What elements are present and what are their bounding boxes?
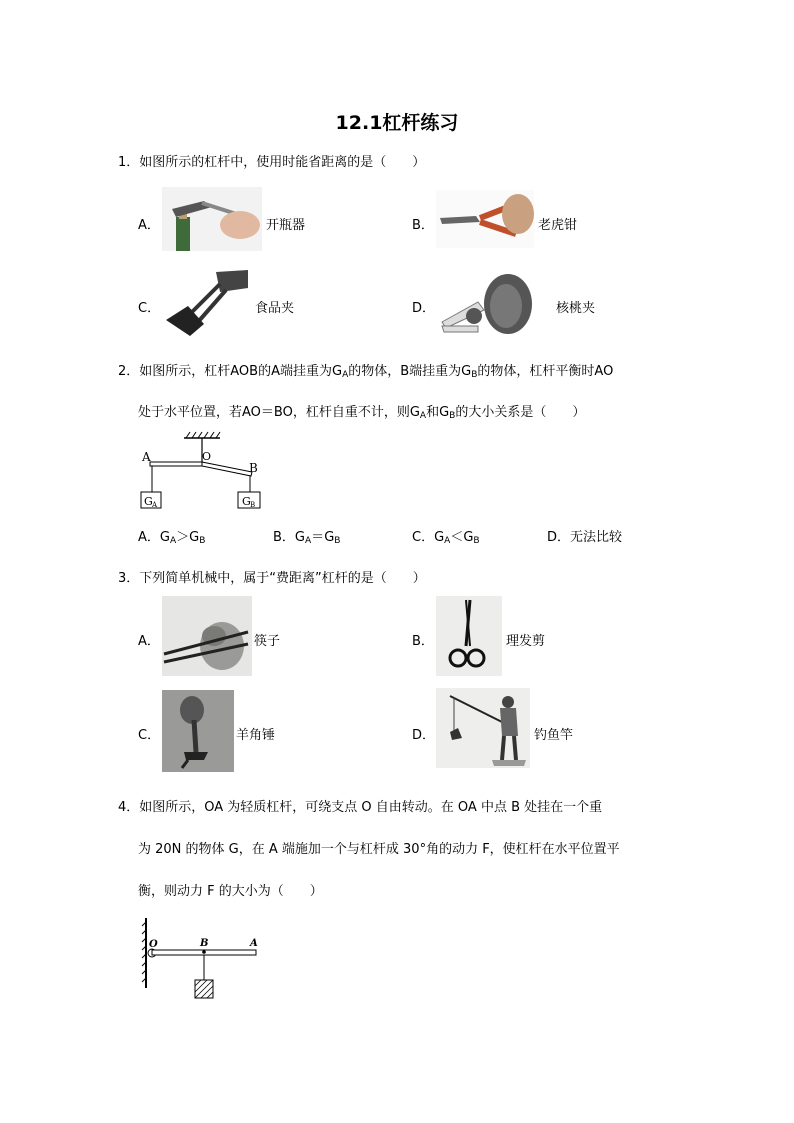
nutcracker-image (438, 266, 536, 338)
q3-stem: 3．下列简单机械中，属于“费距离”杠杆的是（ ） (118, 571, 426, 586)
q1-option-d-label: 核桃夹 (556, 301, 596, 316)
chopsticks-image (162, 596, 252, 676)
q4-line3: 衡，则动力 F 的大小为（ ） (138, 884, 323, 899)
q3-option-a-label: 筷子 (254, 634, 281, 649)
label-b: B (249, 461, 258, 475)
q3-option-d-label: 钓鱼竿 (534, 728, 574, 743)
q1-option-a-letter: A． (138, 218, 160, 233)
q2-option-b: B．$G_A=G_B$ (273, 530, 341, 546)
q2-line2: 处于水平位置，若AO＝BO，杠杆自重不计，则$G_A$和$G_B$的大小关系是（ ） (138, 405, 586, 421)
hair-scissors-image (436, 596, 502, 676)
q2-option-c: C．$G_A<G_B$ (412, 530, 480, 546)
q3-option-c-letter: C． (138, 728, 161, 743)
label-o: O (149, 939, 158, 950)
label-a: A (142, 450, 151, 464)
q1-option-c-letter: C． (138, 301, 161, 316)
q1-option-b-letter: B． (412, 218, 434, 233)
label-gb-sub: B (250, 501, 256, 509)
q1-option-d-letter: D． (412, 301, 436, 316)
q3-option-b-label: 理发剪 (506, 634, 546, 649)
label-a: A (250, 938, 258, 949)
label-ga-sub: A (152, 501, 158, 509)
label-b: B (200, 938, 209, 949)
q1-option-a-label: 开瓶器 (266, 218, 306, 233)
q3-option-d-letter: D． (412, 728, 436, 743)
q1-option-c-label: 食品夹 (255, 301, 295, 316)
q3-option-b-letter: B． (412, 634, 434, 649)
food-tongs-image (160, 266, 252, 340)
q2-line1: 2．如图所示，杠杆AOB的A端挂重为$G_A$的物体，B端挂重为$G_B$的物体，杠杆平衡时AO (118, 364, 614, 380)
label-ga: G (144, 495, 153, 508)
q4-line1: 4．如图所示，OA 为轻质杠杆，可绕支点 O 自由转动。在 OA 中点 B 处挂在一个重 (118, 800, 603, 815)
pliers-image (436, 190, 534, 248)
page-title: 12.1杠杆练习 (335, 112, 459, 134)
lever-oa-diagram (140, 914, 264, 1004)
q4-line2: 为 20N 的物体 G，在 A 端施加一个与杠杆成 30°角的动力 F，使杠杆在水平位置平 (138, 842, 620, 857)
q3-option-a-letter: A． (138, 634, 160, 649)
bottle-opener-image (162, 187, 262, 251)
q1-option-b-label: 老虎钳 (538, 218, 578, 233)
q2-option-a: A．$G_A>G_B$ (138, 530, 206, 546)
label-gb: G (242, 495, 251, 508)
q2-option-d: D．无法比较 (547, 530, 623, 545)
claw-hammer-image (162, 690, 234, 772)
q1-stem: 1．如图所示的杠杆中，使用时能省距离的是（ ） (118, 155, 426, 170)
label-o: O (202, 450, 212, 463)
q3-option-c-label: 羊角锤 (236, 728, 276, 743)
fishing-rod-image (436, 688, 530, 768)
lever-aob-diagram (138, 430, 268, 512)
